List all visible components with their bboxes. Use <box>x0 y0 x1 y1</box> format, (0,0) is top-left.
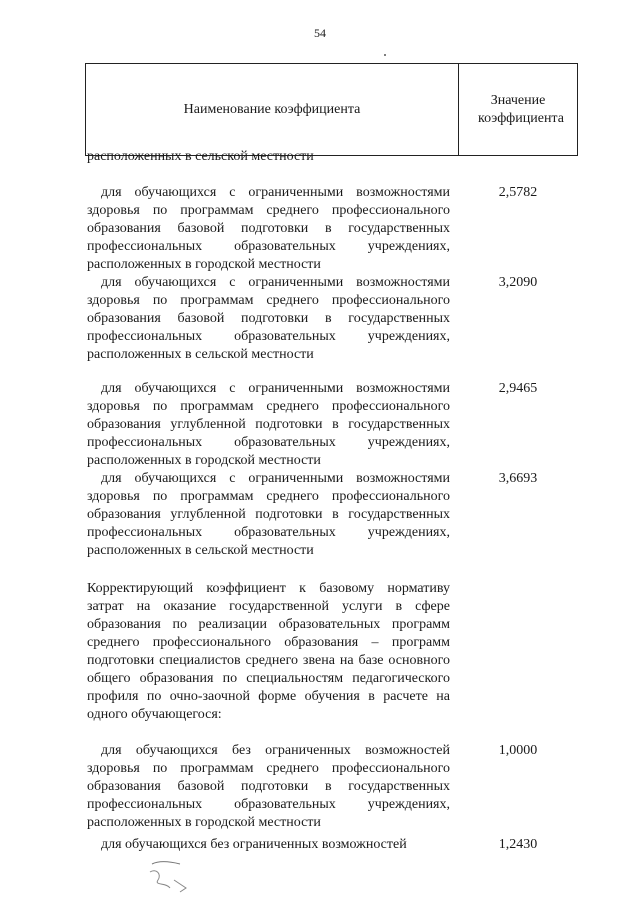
row-text: для обучающихся без ограниченных возможностей <box>101 837 407 852</box>
row-value: 1,0000 <box>498 743 538 758</box>
page-number: 54 <box>314 26 326 40</box>
header-value-column <box>459 64 577 155</box>
row-text: для обучающихся с ограниченными возможностями здоровья по программам среднего профессионального образования базовой подготовки в государственных профессиональных образовательных учреждениях, расположенных в сельской местности <box>87 275 450 362</box>
header-name-column: Наименование коэффициента <box>86 64 459 155</box>
signature-mark <box>140 858 210 898</box>
table-header <box>85 63 578 156</box>
row-value: 1,2430 <box>498 837 538 852</box>
row-text: для обучающихся с ограниченными возможностями здоровья по программам среднего профессионального образования углубленной подготовки в государственных профессиональных образовательных учреждениях, расположенных в городской местности <box>87 381 450 468</box>
row-text: для обучающихся с ограниченными возможностями здоровья по программам среднего профессионального образования базовой подготовки в государственных профессиональных образовательных учреждениях, расположенных в городской местности <box>87 185 450 272</box>
row-value: 3,2090 <box>498 275 538 290</box>
continuation-text: расположенных в сельской местности <box>87 149 314 164</box>
header-value-label: Значение коэффициента <box>478 92 564 126</box>
corrective-paragraph: Корректирующий коэффициент к базовому нормативу затрат на оказание государственной услуги в сфере образования по реализации образовательных программ среднего профессионального образования – программ подготовки специалистов среднего звена на базе основного общего образования по специальностям педагогического профиля по очно-заочной форме обучения в расчете на одного обучающегося: <box>87 581 450 722</box>
row-text: для обучающихся без ограниченных возможностей здоровья по программам среднего профессионального образования базовой подготовки в государственных профессиональных образовательных учреждениях, расположенных в городской местности <box>87 743 450 830</box>
scan-dot <box>384 54 386 56</box>
row-value: 2,5782 <box>498 185 538 200</box>
row-value: 2,9465 <box>498 381 538 396</box>
row-value: 3,6693 <box>498 471 538 486</box>
row-text: для обучающихся с ограниченными возможностями здоровья по программам среднего профессионального образования углубленной подготовки в государственных профессиональных образовательных учреждениях, расположенных в сельской местности <box>87 471 450 558</box>
